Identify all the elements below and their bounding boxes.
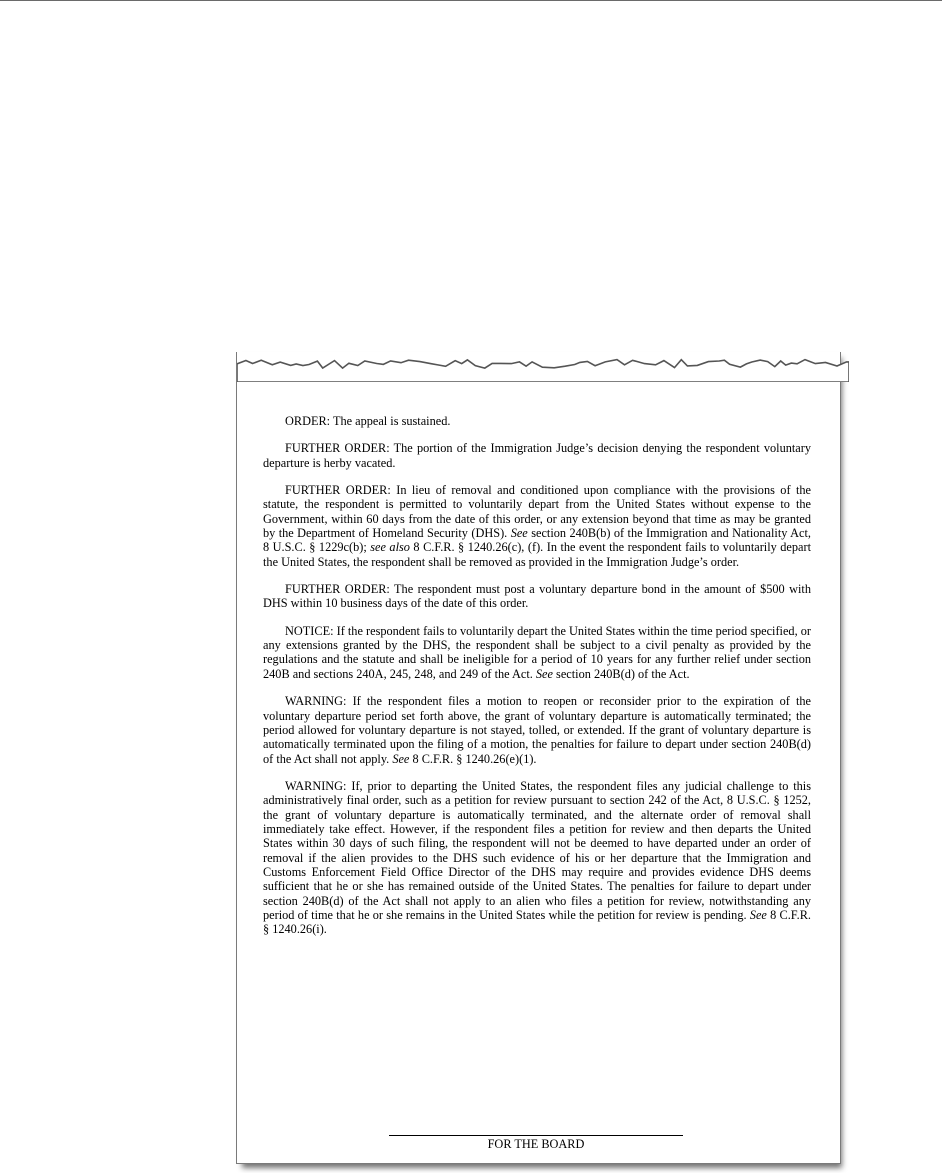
paragraph-text-segment: section 240B(b) of the Immigration and Nationality Act, 8 U.S.C. § 1229c(b); (263, 526, 811, 555)
paragraph-text-segment: NOTICE: If the respondent fails to voluntarily depart the United States within the time period specified, or any extensions granted by the DHS, the respondent shall be subject to a civil penalty as provided by the regulations and the statute and shall be ineligible for a period of 10 years for any further relief under section 240B and sections 240A, 245, 248, and 249 of the Act. (263, 623, 811, 681)
paragraph-text-segment: FURTHER ORDER: The respondent must post a voluntary departure bond in the amount of $500 with DHS within 10 business days of the date of this order. (263, 582, 811, 611)
document-page-container (236, 352, 848, 1170)
paragraph-text-segment: FURTHER ORDER: In lieu of removal and conditioned upon compliance with the provisions of the statute, the respondent is permitted to voluntarily depart from the United States without expense to the Government, within 60 days from the date of this order, or any extension beyond that time as may be granted by the Department of Homeland Security (DHS). (263, 483, 811, 541)
paragraph-text-segment: 8 C.F.R. § 1240.26(e)(1). (409, 751, 537, 766)
paragraph-warning-2 (263, 779, 811, 937)
paragraph-further-order-1 (263, 441, 811, 470)
signature-label: FOR THE BOARD (487, 1137, 585, 1151)
top-rule (0, 0, 942, 1)
document-body (263, 414, 811, 950)
paragraph-text-segment: See (392, 751, 410, 766)
paragraph-text-segment: WARNING: If the respondent files a motion to reopen or reconsider prior to the expiration of the voluntary departure period set forth above, the grant of voluntary departure is automatically terminated; the period allowed for voluntary departure is not stayed, tolled, or extended. If the grant of voluntary departure is automatically terminated upon the filing of a motion, the penalties for failure to depart under section 240B(d) of the Act shall not apply. (263, 694, 811, 766)
paragraph-warning-1 (263, 694, 811, 766)
torn-edge (237, 352, 849, 382)
paragraph-text-segment: See (535, 666, 553, 681)
paragraph-text-segment: FURTHER ORDER: The portion of the Immigration Judge’s decision denying the respondent voluntary departure is herby vacated. (263, 441, 811, 470)
paragraph-text-segment: see also (370, 540, 410, 555)
paragraph-further-order-2 (263, 483, 811, 569)
paragraph-text-segment: See (749, 907, 767, 922)
paragraph-further-order-3 (263, 582, 811, 611)
signature-line (389, 1135, 683, 1136)
paragraph-text-segment: 8 C.F.R. § 1240.26(c), (f). In the event the respondent fails to voluntarily depart the United States, the respondent shall be removed as provided in the Immigration Judge’s order. (263, 540, 811, 569)
paragraph-text-segment: 8 C.F.R. § 1240.26(i). (263, 907, 811, 937)
paragraph-order (263, 414, 811, 428)
paragraph-text-segment: WARNING: If, prior to departing the United States, the respondent files any judicial challenge to this administratively final order, such as a petition for review pursuant to section 242 of the Act, 8 U.S.C. § 1252, the grant of voluntary departure is automatically terminated, and the alternate order of removal shall immediately take effect. However, if the respondent files a petition for review and then departs the United States within 30 days of such filing, the respondent will not be deemed to have departed under an order of removal if the alien provides to the DHS such evidence of his or her departure that the Immigration and Customs Enforcement Field Office Director of the DHS may require and provides evidence DHS deems sufficient that he or she has remained outside of the United States. The penalties for failure to depart under section 240B(d) of the Act shall not apply to an alien who files a petition for review, notwithstanding any period of time that he or she remains in the United States while the petition for review is pending. (263, 778, 811, 922)
document-page (236, 352, 841, 1164)
paragraph-text-segment: See (510, 526, 528, 541)
paragraph-notice (263, 624, 811, 681)
paragraph-text-segment: section 240B(d) of the Act. (552, 666, 690, 681)
paragraph-text-segment: ORDER: The appeal is sustained. (285, 414, 451, 428)
